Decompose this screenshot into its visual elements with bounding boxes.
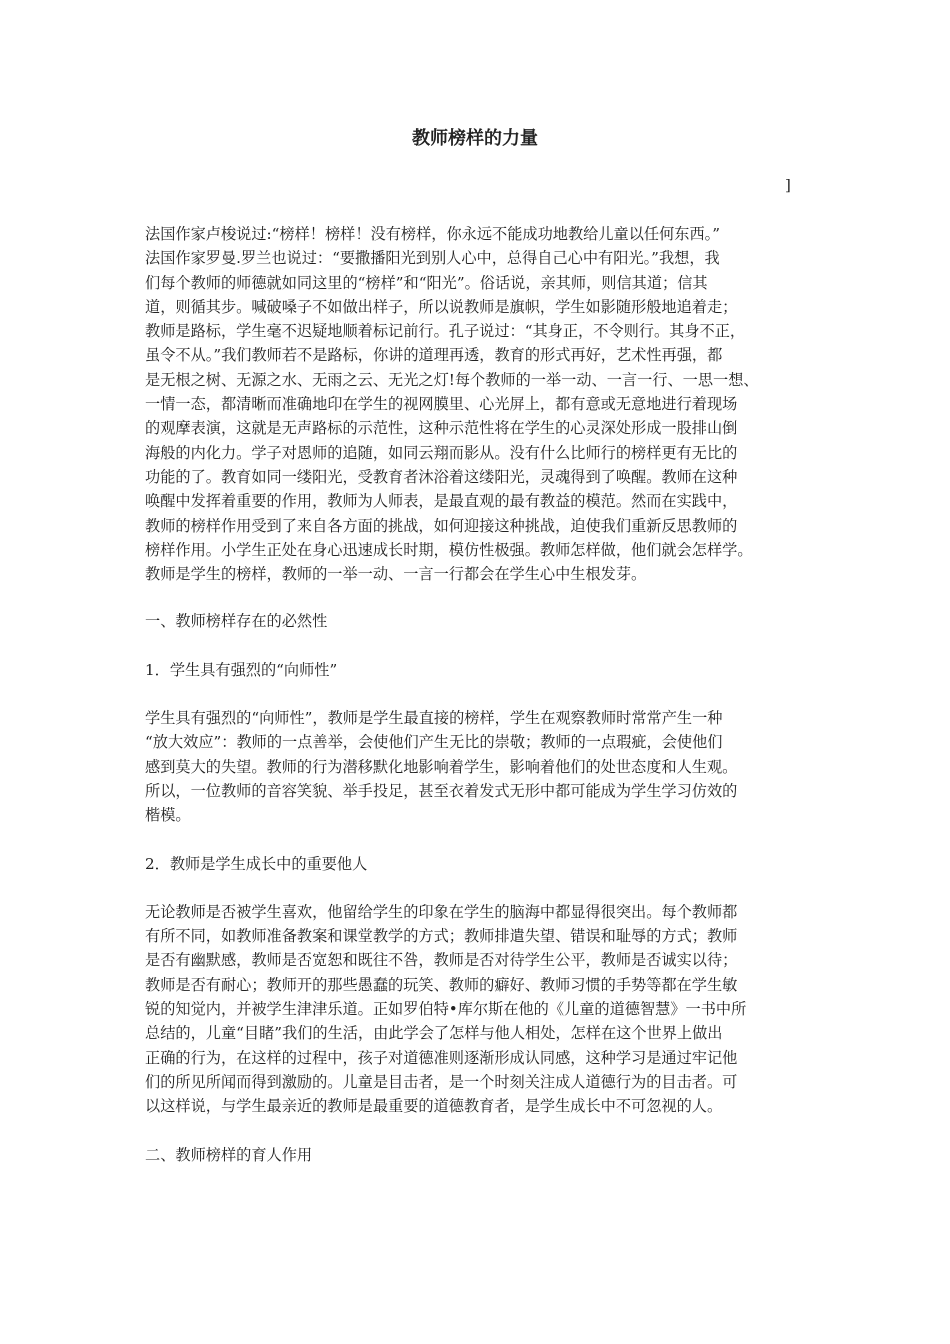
text-line: 榜样作用。小学生正处在身心迅速成长时期，模仿性极强。教师怎样做，他们就会怎样学。 [145, 540, 753, 559]
author-bracket-mark: ] [785, 176, 791, 194]
text-line: 道，则循其步。喊破嗓子不如做出样子，所以说教师是旗帜，学生如影随形般地追着走； [145, 297, 738, 316]
text-line: 教师是路标，学生毫不迟疑地顺着标记前行。孔子说过：“其身正，不令则行。其身不正， [145, 322, 746, 341]
text-line: 以这样说，与学生最亲近的教师是最重要的道德教育者，是学生成长中不可忽视的人。 [145, 1097, 723, 1116]
text-line: 楷模。 [145, 806, 191, 825]
text-line: 教师是学生的榜样，教师的一举一动、一言一行都会在学生心中生根发芽。 [145, 565, 647, 584]
text-line: 唤醒中发挥着重要的作用，教师为人师表，是最直观的最有教益的模范。然而在实践中， [145, 492, 738, 511]
text-line: 锐的知觉内，并被学生津津乐道。正如罗伯特•库尔斯在他的《儿童的道德智慧》一书中所 [145, 1000, 747, 1019]
text-line: 法国作家卢梭说过:“榜样！榜样！没有榜样，你永远不能成功地教给儿童以任何东西。” [145, 225, 720, 243]
document-title: 教师榜样的力量 [412, 128, 538, 149]
subsection-1-paragraph [145, 706, 815, 827]
subsection-heading-1: 1．学生具有强烈的“向师性” [145, 660, 338, 679]
text-line: 所以，一位教师的音容笑貌、举手投足，甚至衣着发式无形中都可能成为学生学习仿效的 [145, 781, 738, 800]
text-line: 的观摩表演，这就是无声路标的示范性，这种示范性将在学生的心灵深处形成一股排山倒 [145, 419, 738, 438]
document-body [145, 222, 815, 1167]
subsection-heading-2: 2．教师是学生成长中的重要他人 [145, 854, 368, 873]
text-line: 功能的了。教育如同一缕阳光，受教育者沐浴着这缕阳光，灵魂得到了唤醒。教师在这种 [145, 467, 738, 486]
text-line: 海般的内化力。学子对恩师的追随，如同云翔而影从。没有什么比师行的榜样更有无比的 [145, 443, 738, 462]
text-line: 学生具有强烈的“向师性”，教师是学生最直接的榜样，学生在观察教师时常常产生一种 [145, 709, 723, 728]
intro-paragraph [145, 222, 815, 586]
text-line: 们的所见所闻而得到激励的。儿童是目击者，是一个时刻关注成人道德行为的目击者。可 [145, 1072, 738, 1091]
text-line: 教师是否有耐心；教师开的那些愚蠢的玩笑、教师的癖好、教师习惯的手势等都在学生敏 [145, 975, 738, 994]
text-line: 虽令不从。”我们教师若不是路标，你讲的道理再透，教育的形式再好，艺术性再强，都 [145, 346, 723, 365]
subsection-2-paragraph [145, 900, 815, 1119]
text-line: 感到莫大的失望。教师的行为潜移默化地影响着学生，影响着他们的处世态度和人生观。 [145, 757, 738, 776]
text-line: 正确的行为，在这样的过程中，孩子对道德准则逐渐形成认同感，这种学习是通过牢记他 [145, 1048, 738, 1067]
text-line: “放大效应”：教师的一点善举，会使他们产生无比的崇敬；教师的一点瑕疵，会使他们 [145, 733, 723, 752]
text-line: 是无根之树、无源之水、无雨之云、无光之灯!每个教师的一举一动、一言一行、一思一想、 [145, 370, 759, 389]
text-line: 教师的榜样作用受到了来自各方面的挑战，如何迎接这种挑战，迫使我们重新反思教师的 [145, 516, 738, 535]
text-line: 总结的，儿童“目睹”我们的生活，由此学会了怎样与他人相处，怎样在这个世界上做出 [145, 1024, 723, 1043]
text-line: 一情一态，都清晰而准确地印在学生的视网膜里、心光屏上，都有意或无意地进行着现场 [145, 395, 738, 414]
section-heading-2: 二、教师榜样的育人作用 [145, 1145, 313, 1164]
text-line: 法国作家罗曼.罗兰也说过：“要撒播阳光到别人心中，总得自己心中有阳光。”我想，我 [145, 249, 720, 268]
text-line: 有所不同，如教师准备教案和课堂教学的方式；教师排遣失望、错误和耻辱的方式；教师 [145, 927, 738, 946]
section-heading-1: 一、教师榜样存在的必然性 [145, 612, 328, 631]
text-line: 无论教师是否被学生喜欢，他留给学生的印象在学生的脑海中都显得很突出。每个教师都 [145, 902, 738, 921]
text-line: 们每个教师的师德就如同这里的“榜样”和“阳光”。俗话说，亲其师，则信其道；信其 [145, 273, 708, 292]
text-line: 是否有幽默感，教师是否宽恕和既往不咎，教师是否对待学生公平，教师是否诚实以待； [145, 951, 738, 970]
